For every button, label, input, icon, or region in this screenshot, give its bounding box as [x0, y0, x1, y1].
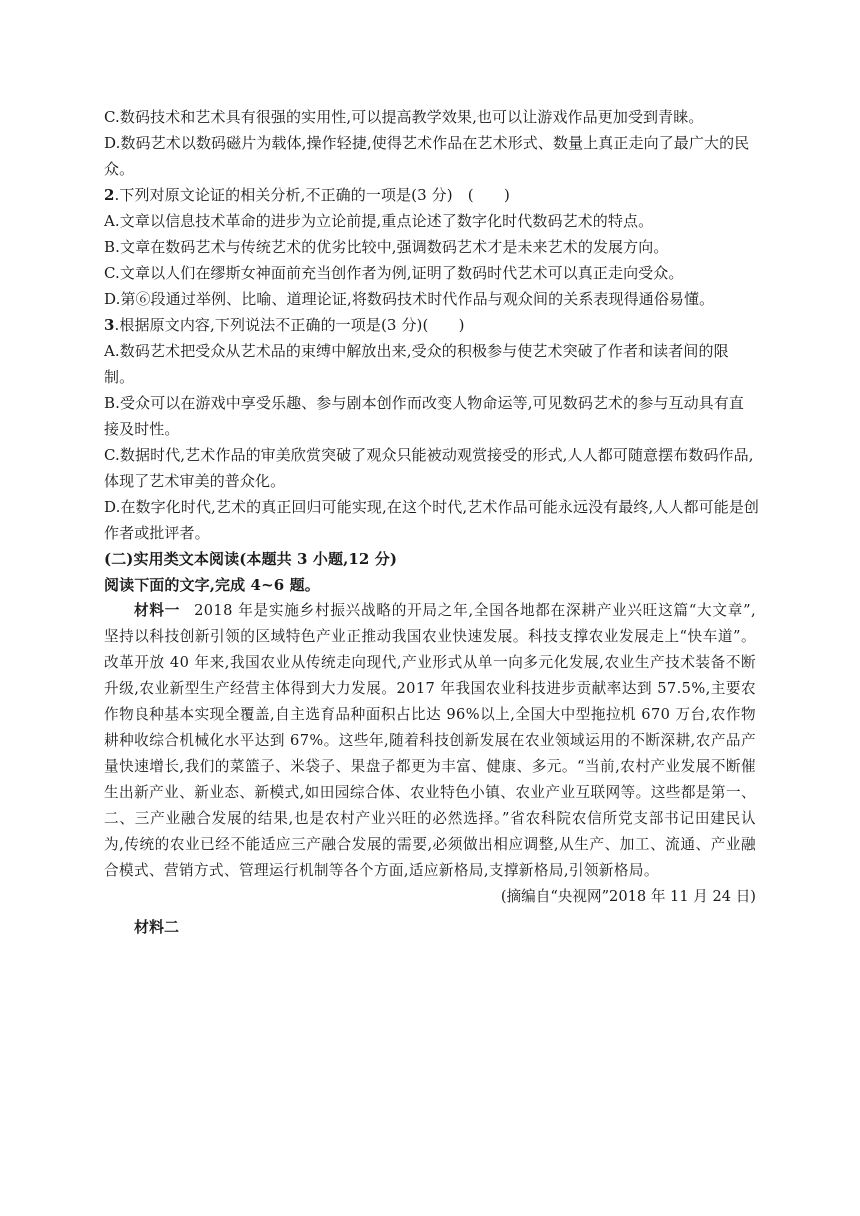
q1-option-d-line2: 众。	[104, 160, 135, 178]
q2-option-a: A.文章以信息技术革命的进步为立论前提,重点论述了数字化时代数码艺术的特点。	[104, 212, 654, 230]
q3-stem	[104, 312, 756, 338]
material1-label: 材料一	[134, 602, 181, 619]
q2-option-d: D.第⑥段通过举例、比喻、道理论证,将数码技术时代作品与观众间的关系表现得通俗易懂。	[104, 290, 715, 308]
q1-option-c: C.数码技术和艺术具有很强的实用性,可以提高教学效果,也可以让游戏作品更加受到青睐。	[104, 108, 704, 126]
q2-stem-text: .下列对原文论证的相关分析,不正确的一项是(3 分) ( )	[114, 186, 510, 204]
q3-number: 3	[104, 316, 115, 334]
material1-text: 2018 年是实施乡村振兴战略的开局之年,全国各地都在深耕产业兴旺这篇“大文章”,坚持以科技创新引领的区域特色产业正推动我国农业快速发展。科技支撑农业发展走上“快车道”。改革开放 40 年来,我国农业从传统走向现代,产业形式从单一向多元化发展,农业生产技术装备不断升级,农业新型生产经营主体得到大力发展。2017 年我国农业科技进步贡献率达到 57.5%,主要农作物良种基本实现全覆盖,自主选育品种面积占比达 96%以上,全国大中型拖拉机 670 万台,农作物耕种收综合机械化水平达到 67%。这些年,随着科技创新发展在农业领域运用的不断深耕,农产品产量快速增长,我们的菜篮子、米袋子、果盘子都更为丰富、健康、多元。“当前,农村产业发展不断催生出新产业、新业态、新模式,如田园综合体、农业特色小镇、农业产业互联网等。这些都是第一、二、三产业融合发展的结果,也是农村产业兴旺的必然选择。”省农科院农信所党支部书记田建民认为,传统的农业已经不能适应三产融合发展的需要,必须做出相应调整,从生产、加工、流通、产业融合模式、营销方式、管理运行机制等各个方面,适应新格局,支撑新格局,引领新格局。	[104, 602, 756, 879]
q3-option-d-line1: D.在数字化时代,艺术的真正回归可能实现,在这个时代,艺术作品可能永远没有最终,人人都可能是创	[104, 498, 760, 516]
q3-option-a-line2: 制。	[104, 368, 135, 386]
material2-label: 材料二	[134, 918, 180, 936]
document-page	[104, 104, 760, 940]
section-heading: (二)实用类文本阅读(本题共 3 小题,12 分)	[104, 550, 398, 568]
section-instruction: 阅读下面的文字,完成 4~6 题。	[104, 576, 320, 594]
q2-option-b: B.文章在数码艺术与传统艺术的优劣比较中,强调数码艺术才是未来艺术的发展方向。	[104, 238, 669, 256]
q3-option-c-line2: 体现了艺术审美的普众化。	[104, 472, 286, 490]
q1-option-d-line1: D.数码艺术以数码磁片为载体,操作轻捷,使得艺术作品在艺术形式、数量上真正走向了最广大的民	[104, 134, 750, 152]
material1-source: (摘编自“央视网”2018 年 11 月 24 日)	[500, 888, 756, 905]
q2-option-c: C.文章以人们在缪斯女神面前充当创作者为例,证明了数码时代艺术可以真正走向受众。	[104, 264, 684, 282]
q3-stem-text: .根据原文内容,下列说法不正确的一项是(3 分)( )	[114, 316, 465, 334]
material1-paragraph	[104, 598, 756, 884]
q2-number: 2	[104, 186, 115, 204]
q3-option-c-line1: C.数据时代,艺术作品的审美欣赏突破了观众只能被动观赏接受的形式,人人都可随意摆布数码作品,	[104, 446, 754, 464]
q3-option-d-line2: 作者或批评者。	[104, 524, 210, 542]
q3-option-b-line2: 接及时性。	[104, 420, 180, 438]
q3-option-b-line1: B.受众可以在游戏中享受乐趣、参与剧本创作而改变人物命运等,可见数码艺术的参与互动具有直	[104, 394, 744, 412]
q2-stem	[104, 182, 756, 208]
q3-option-a-line1: A.数码艺术把受众从艺术品的束缚中解放出来,受众的积极参与使艺术突破了作者和读者间的限	[104, 342, 729, 360]
